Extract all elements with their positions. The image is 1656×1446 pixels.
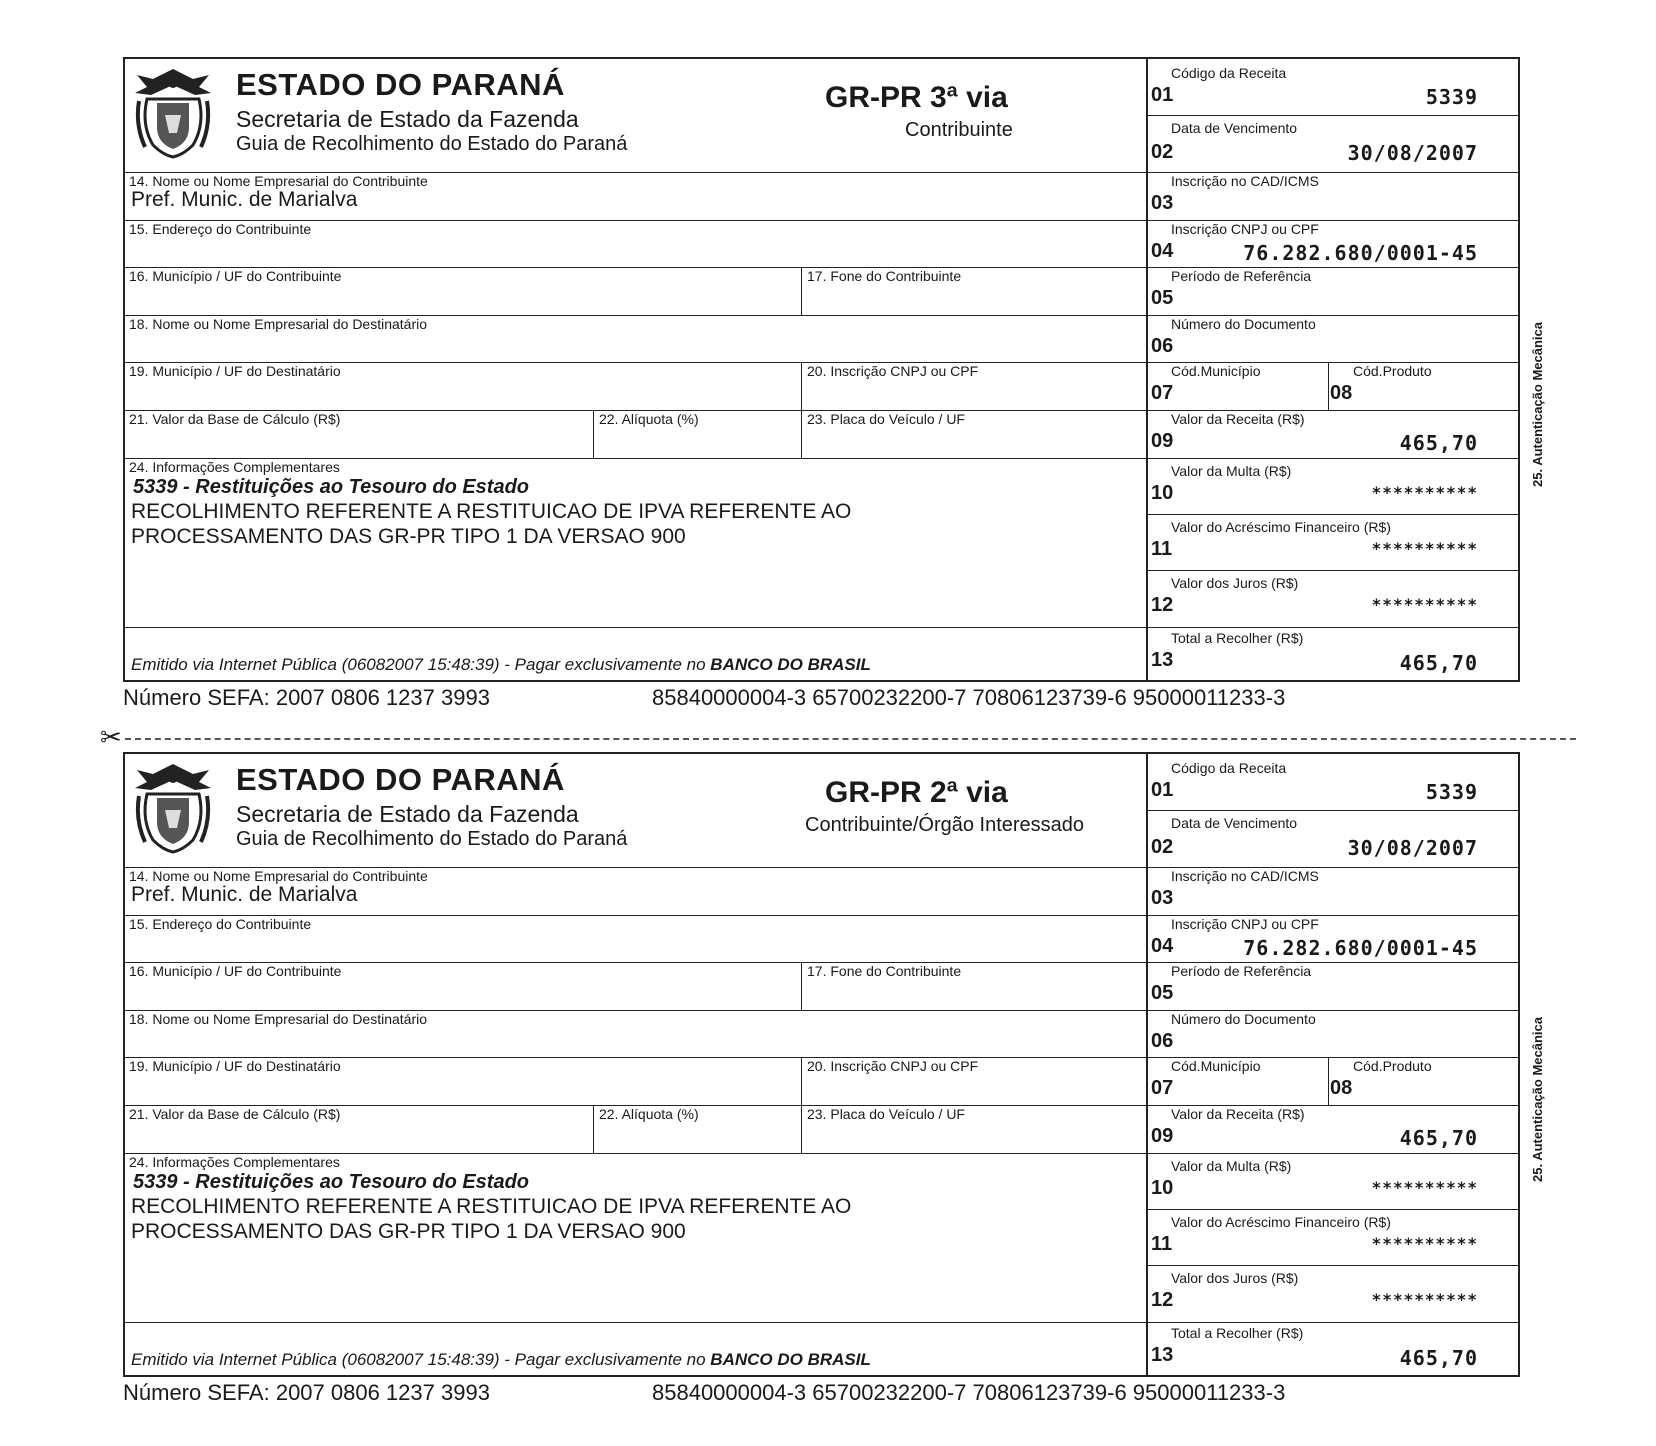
row-divider bbox=[1148, 458, 1518, 459]
sefa-number: Número SEFA: 2007 0806 1237 3993 bbox=[123, 685, 490, 710]
col-divider bbox=[1328, 1057, 1329, 1105]
label-18: 18. Nome ou Nome Empresarial do Destinatário bbox=[129, 1011, 428, 1027]
info-line-1: RECOLHIMENTO REFERENTE A RESTITUICAO DE IPVA REFERENTE AO bbox=[131, 500, 852, 523]
num-10: 10 bbox=[1151, 1177, 1174, 1199]
scissors-icon: ✂ bbox=[100, 722, 122, 752]
label-15: 15. Endereço do Contribuinte bbox=[129, 916, 312, 932]
multa-value: ********** bbox=[1371, 483, 1478, 502]
row-divider bbox=[1148, 1322, 1518, 1323]
num-08: 08 bbox=[1330, 1077, 1353, 1099]
info-title: 5339 - Restituições ao Tesouro do Estado bbox=[133, 476, 530, 498]
label-08: Cód.Produto bbox=[1353, 1058, 1432, 1074]
num-03: 03 bbox=[1151, 887, 1174, 909]
vencimento-value: 30/08/2007 bbox=[1347, 836, 1478, 860]
info-line-2: PROCESSAMENTO DAS GR-PR TIPO 1 DA VERSAO 900 bbox=[131, 1220, 686, 1243]
label-21: 21. Valor da Base de Cálculo (R$) bbox=[129, 1106, 341, 1122]
label-04: Inscrição CNPJ ou CPF bbox=[1171, 221, 1319, 237]
label-06: Número do Documento bbox=[1171, 316, 1316, 332]
row-divider bbox=[1148, 514, 1518, 515]
label-09: Valor da Receita (R$) bbox=[1171, 1106, 1305, 1122]
row-divider bbox=[1148, 810, 1518, 811]
label-02: Data de Vencimento bbox=[1171, 120, 1298, 136]
label-13: Total a Recolher (R$) bbox=[1171, 630, 1304, 646]
label-06: Número do Documento bbox=[1171, 1011, 1316, 1027]
label-01: Código da Receita bbox=[1171, 760, 1287, 776]
label-03: Inscrição no CAD/ICMS bbox=[1171, 173, 1319, 189]
row-divider bbox=[1148, 1265, 1518, 1266]
num-13: 13 bbox=[1151, 649, 1174, 671]
num-09: 09 bbox=[1151, 1125, 1174, 1147]
secretaria-text: Secretaria de Estado da Fazenda bbox=[236, 801, 579, 827]
label-22: 22. Alíquota (%) bbox=[599, 1106, 699, 1122]
num-04: 04 bbox=[1151, 240, 1174, 262]
juros-value: ********** bbox=[1371, 1290, 1478, 1309]
emitido-bank: BANCO DO BRASIL bbox=[710, 1350, 871, 1369]
emitido-prefix: Emitido via Internet Pública (06082007 15:48:39) - Pagar exclusivamente no bbox=[131, 655, 711, 674]
num-11: 11 bbox=[1151, 538, 1173, 560]
label-01: Código da Receita bbox=[1171, 65, 1287, 81]
acrescimo-value: ********** bbox=[1371, 539, 1478, 558]
num-10: 10 bbox=[1151, 482, 1174, 504]
label-22: 22. Alíquota (%) bbox=[599, 411, 699, 427]
cnpj-value: 76.282.680/0001-45 bbox=[1243, 936, 1478, 960]
right-panel bbox=[1148, 57, 1520, 682]
label-21: 21. Valor da Base de Cálculo (R$) bbox=[129, 411, 341, 427]
label-11: Valor do Acréscimo Financeiro (R$) bbox=[1171, 1214, 1391, 1230]
label-20: 20. Inscrição CNPJ ou CPF bbox=[807, 1058, 979, 1074]
num-01: 01 bbox=[1151, 84, 1174, 106]
label-10: Valor da Multa (R$) bbox=[1171, 1158, 1292, 1174]
label-16: 16. Município / UF do Contribuinte bbox=[129, 963, 342, 979]
parana-crest-icon bbox=[133, 65, 213, 159]
multa-value: ********** bbox=[1371, 1178, 1478, 1197]
row-divider bbox=[1148, 1209, 1518, 1210]
row-divider bbox=[1148, 627, 1518, 628]
contribuinte-name: Pref. Munic. de Marialva bbox=[131, 188, 358, 211]
label-08: Cód.Produto bbox=[1353, 363, 1432, 379]
label-20: 20. Inscrição CNPJ ou CPF bbox=[807, 363, 979, 379]
label-09: Valor da Receita (R$) bbox=[1171, 411, 1305, 427]
info-title: 5339 - Restituições ao Tesouro do Estado bbox=[133, 1171, 530, 1193]
state-title: ESTADO DO PARANÁ bbox=[236, 762, 565, 797]
codigo-receita-value: 5339 bbox=[1425, 780, 1478, 804]
row-divider bbox=[125, 1322, 1146, 1323]
guia-text: Guia de Recolhimento do Estado do Paraná bbox=[236, 828, 628, 850]
num-03: 03 bbox=[1151, 192, 1174, 214]
right-panel bbox=[1148, 752, 1520, 1377]
grpr-via-subtitle: Contribuinte/Órgão Interessado bbox=[805, 814, 1085, 836]
num-06: 06 bbox=[1151, 335, 1174, 357]
total-value: 465,70 bbox=[1399, 1346, 1478, 1370]
emitido-prefix: Emitido via Internet Pública (06082007 15:48:39) - Pagar exclusivamente no bbox=[131, 1350, 711, 1369]
label-12: Valor dos Juros (R$) bbox=[1171, 575, 1299, 591]
label-05: Período de Referência bbox=[1171, 268, 1312, 284]
grpr-via-title: GR-PR 2ª via bbox=[825, 776, 1008, 809]
total-value: 465,70 bbox=[1399, 651, 1478, 675]
left-panel bbox=[123, 752, 1148, 1377]
num-08: 08 bbox=[1330, 382, 1353, 404]
label-14: 14. Nome ou Nome Empresarial do Contribuinte bbox=[129, 173, 428, 189]
label-19: 19. Município / UF do Destinatário bbox=[129, 1058, 341, 1074]
autenticacao-label: 25. Autenticação Mecânica bbox=[1530, 322, 1545, 487]
acrescimo-value: ********** bbox=[1371, 1234, 1478, 1253]
num-06: 06 bbox=[1151, 1030, 1174, 1052]
label-17: 17. Fone do Contribuinte bbox=[807, 268, 962, 284]
row-divider bbox=[1148, 115, 1518, 116]
label-07: Cód.Município bbox=[1171, 1058, 1261, 1074]
sefa-number: Número SEFA: 2007 0806 1237 3993 bbox=[123, 1380, 490, 1405]
col-divider bbox=[593, 410, 594, 458]
label-24: 24. Informações Complementares bbox=[129, 1154, 340, 1170]
label-19: 19. Município / UF do Destinatário bbox=[129, 363, 341, 379]
label-02: Data de Vencimento bbox=[1171, 815, 1298, 831]
valor-receita-value: 465,70 bbox=[1399, 1126, 1478, 1150]
num-07: 07 bbox=[1151, 1077, 1174, 1099]
juros-value: ********** bbox=[1371, 595, 1478, 614]
label-07: Cód.Município bbox=[1171, 363, 1261, 379]
grpr-via-title: GR-PR 3ª via bbox=[825, 81, 1008, 114]
col-divider bbox=[801, 267, 802, 315]
num-04: 04 bbox=[1151, 935, 1174, 957]
label-15: 15. Endereço do Contribuinte bbox=[129, 221, 312, 237]
guia-text: Guia de Recolhimento do Estado do Paraná bbox=[236, 133, 628, 155]
info-line-2: PROCESSAMENTO DAS GR-PR TIPO 1 DA VERSAO 900 bbox=[131, 525, 686, 548]
label-18: 18. Nome ou Nome Empresarial do Destinatário bbox=[129, 316, 428, 332]
col-divider bbox=[801, 962, 802, 1010]
state-title: ESTADO DO PARANÁ bbox=[236, 67, 565, 102]
col-divider bbox=[801, 1105, 802, 1153]
num-05: 05 bbox=[1151, 982, 1174, 1004]
grpr-via-subtitle: Contribuinte bbox=[905, 119, 1013, 141]
label-23: 23. Placa do Veículo / UF bbox=[807, 411, 965, 427]
label-24: 24. Informações Complementares bbox=[129, 459, 340, 475]
label-10: Valor da Multa (R$) bbox=[1171, 463, 1292, 479]
num-01: 01 bbox=[1151, 779, 1174, 801]
secretaria-text: Secretaria de Estado da Fazenda bbox=[236, 106, 579, 132]
num-02: 02 bbox=[1151, 141, 1174, 163]
emitido-bank: BANCO DO BRASIL bbox=[710, 655, 871, 674]
col-divider bbox=[801, 1057, 802, 1105]
num-05: 05 bbox=[1151, 287, 1174, 309]
label-17: 17. Fone do Contribuinte bbox=[807, 963, 962, 979]
col-divider bbox=[801, 410, 802, 458]
autenticacao-label: 25. Autenticação Mecânica bbox=[1530, 1017, 1545, 1182]
valor-receita-value: 465,70 bbox=[1399, 431, 1478, 455]
vencimento-value: 30/08/2007 bbox=[1347, 141, 1478, 165]
num-12: 12 bbox=[1151, 1289, 1174, 1311]
row-divider bbox=[125, 627, 1146, 628]
label-03: Inscrição no CAD/ICMS bbox=[1171, 868, 1319, 884]
num-13: 13 bbox=[1151, 1344, 1174, 1366]
num-07: 07 bbox=[1151, 382, 1174, 404]
cnpj-value: 76.282.680/0001-45 bbox=[1243, 241, 1478, 265]
label-04: Inscrição CNPJ ou CPF bbox=[1171, 916, 1319, 932]
row-divider bbox=[1148, 570, 1518, 571]
label-13: Total a Recolher (R$) bbox=[1171, 1325, 1304, 1341]
col-divider bbox=[1328, 362, 1329, 410]
num-09: 09 bbox=[1151, 430, 1174, 452]
barcode-number: 85840000004-3 65700232200-7 70806123739-6 95000011233-3 bbox=[652, 1380, 1286, 1405]
codigo-receita-value: 5339 bbox=[1425, 85, 1478, 109]
contribuinte-name: Pref. Munic. de Marialva bbox=[131, 883, 358, 906]
left-panel bbox=[123, 57, 1148, 682]
label-12: Valor dos Juros (R$) bbox=[1171, 1270, 1299, 1286]
barcode-number: 85840000004-3 65700232200-7 70806123739-6 95000011233-3 bbox=[652, 685, 1286, 710]
label-14: 14. Nome ou Nome Empresarial do Contribuinte bbox=[129, 868, 428, 884]
emitido-text bbox=[131, 655, 871, 675]
row-divider bbox=[1148, 1153, 1518, 1154]
num-12: 12 bbox=[1151, 594, 1174, 616]
guia-2a-via bbox=[123, 752, 1545, 1430]
num-11: 11 bbox=[1151, 1233, 1173, 1255]
label-23: 23. Placa do Veículo / UF bbox=[807, 1106, 965, 1122]
info-line-1: RECOLHIMENTO REFERENTE A RESTITUICAO DE IPVA REFERENTE AO bbox=[131, 1195, 852, 1218]
label-11: Valor do Acréscimo Financeiro (R$) bbox=[1171, 519, 1391, 535]
emitido-text bbox=[131, 1350, 871, 1370]
col-divider bbox=[593, 1105, 594, 1153]
cut-line bbox=[125, 738, 1576, 740]
guia-3a-via bbox=[123, 57, 1545, 735]
label-05: Período de Referência bbox=[1171, 963, 1312, 979]
parana-crest-icon bbox=[133, 760, 213, 854]
label-16: 16. Município / UF do Contribuinte bbox=[129, 268, 342, 284]
col-divider bbox=[801, 362, 802, 410]
num-02: 02 bbox=[1151, 836, 1174, 858]
